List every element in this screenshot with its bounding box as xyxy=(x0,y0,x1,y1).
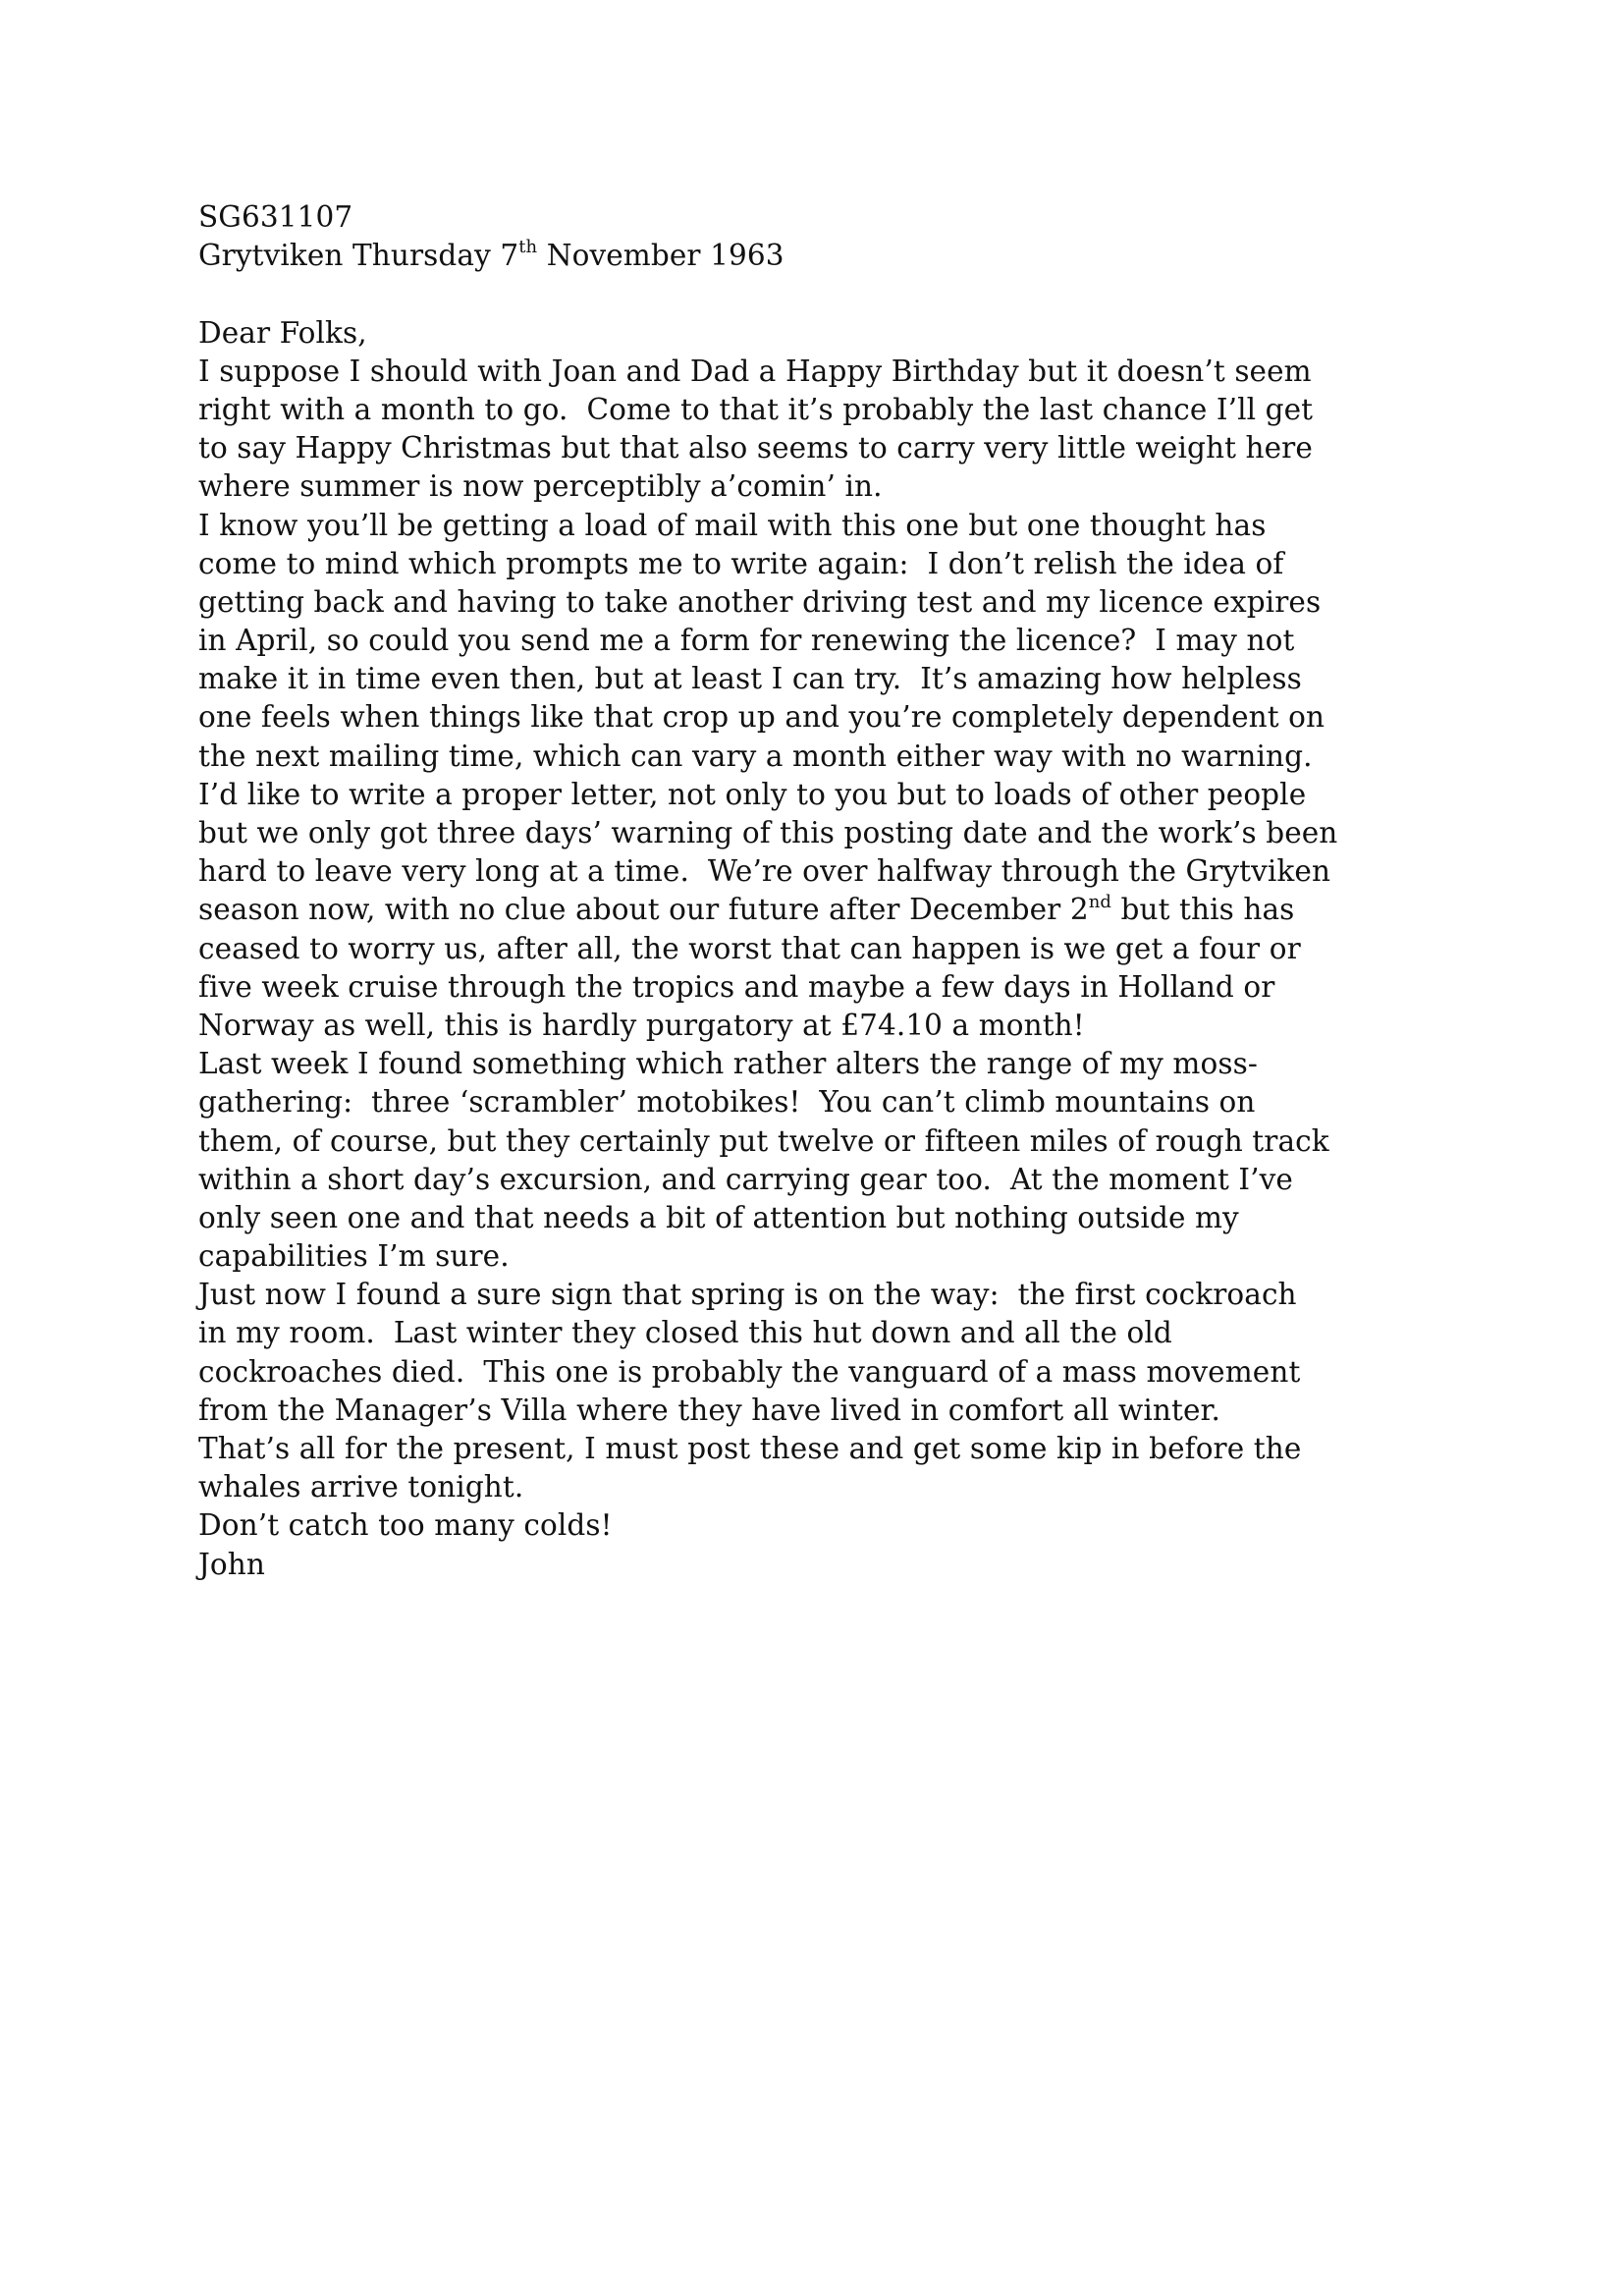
body-line: only seen one and that needs a bit of attention but nothing outside my xyxy=(198,1200,1239,1234)
body-line: I suppose I should with Joan and Dad a Happy Birthday but it doesn’t seem xyxy=(198,354,1312,388)
body-line: I know you’ll be getting a load of mail with this one but one thought has xyxy=(198,508,1267,542)
body-line: in April, so could you send me a form for renewing the licence? I may not xyxy=(198,624,1295,658)
body-text: season now, with no clue about our future after December 2 xyxy=(198,893,1089,927)
closing: Don’t catch too many colds! xyxy=(198,1508,613,1543)
body-line: to say Happy Christmas but that also seems to carry very little weight here xyxy=(198,431,1313,465)
date-ordinal: nd xyxy=(1088,891,1112,912)
body-line: Just now I found a sure sign that spring is on the way: the first cockroach xyxy=(198,1278,1297,1312)
body-line: make it in time even then, but at least I can try. It’s amazing how helpless xyxy=(198,662,1302,696)
body-line: from the Manager’s Villa where they have lived in comfort all winter. xyxy=(198,1393,1220,1427)
signature: John xyxy=(198,1547,265,1581)
blank-line xyxy=(198,275,1475,313)
letter-body xyxy=(198,198,1475,1584)
body-line: come to mind which prompts me to write again: I don’t relish the idea of xyxy=(198,546,1284,580)
body-line: the next mailing time, which can vary a month either way with no warning. xyxy=(198,738,1313,773)
letter-dateline xyxy=(198,237,1475,275)
salutation: Dear Folks, xyxy=(198,315,367,350)
dateline-text: Grytviken Thursday 7 xyxy=(198,239,519,273)
body-line: Last week I found something which rather alters the range of my moss- xyxy=(198,1047,1258,1081)
body-line: but we only got three days’ warning of this posting date and the work’s been xyxy=(198,816,1338,849)
body-line: ceased to worry us, after all, the worst that can happen is we get a four or xyxy=(198,931,1301,965)
body-line: within a short day’s excursion, and carrying gear too. At the moment I’ve xyxy=(198,1162,1293,1196)
body-line-with-superscript xyxy=(198,891,1475,929)
body-line: getting back and having to take another driving test and my licence expires xyxy=(198,584,1322,619)
body-line: in my room. Last winter they closed this hut down and all the old xyxy=(198,1316,1172,1350)
body-line: capabilities I’m sure. xyxy=(198,1239,510,1274)
body-line: five week cruise through the tropics and maybe a few days in Holland or xyxy=(198,969,1275,1004)
body-line: Norway as well, this is hardly purgatory at £74.10 a month! xyxy=(198,1008,1085,1042)
body-line: That’s all for the present, I must post these and get some kip in before the xyxy=(198,1432,1302,1465)
dateline-text-end: November 1963 xyxy=(537,239,784,273)
dateline-ordinal: th xyxy=(518,237,538,258)
body-line: where summer is now perceptibly a’comin’ in. xyxy=(198,469,883,504)
body-line: one feels when things like that crop up and you’re completely dependent on xyxy=(198,700,1325,735)
body-text-end: but this has xyxy=(1111,893,1295,927)
body-line: cockroaches died. This one is probably the vanguard of a mass movement xyxy=(198,1354,1301,1389)
letter-reference: SG631107 xyxy=(198,200,353,234)
body-line: gathering: three ‘scrambler’ motobikes! You can’t climb mountains on xyxy=(198,1085,1256,1120)
body-line: whales arrive tonight. xyxy=(198,1470,524,1504)
body-line: hard to leave very long at a time. We’re over halfway through the Grytviken xyxy=(198,854,1331,889)
body-line: them, of course, but they certainly put twelve or fifteen miles of rough track xyxy=(198,1123,1329,1158)
body-line: I’d like to write a proper letter, not only to you but to loads of other people xyxy=(198,777,1307,811)
body-line: right with a month to go. Come to that it’s probably the last chance I’ll get xyxy=(198,392,1314,426)
